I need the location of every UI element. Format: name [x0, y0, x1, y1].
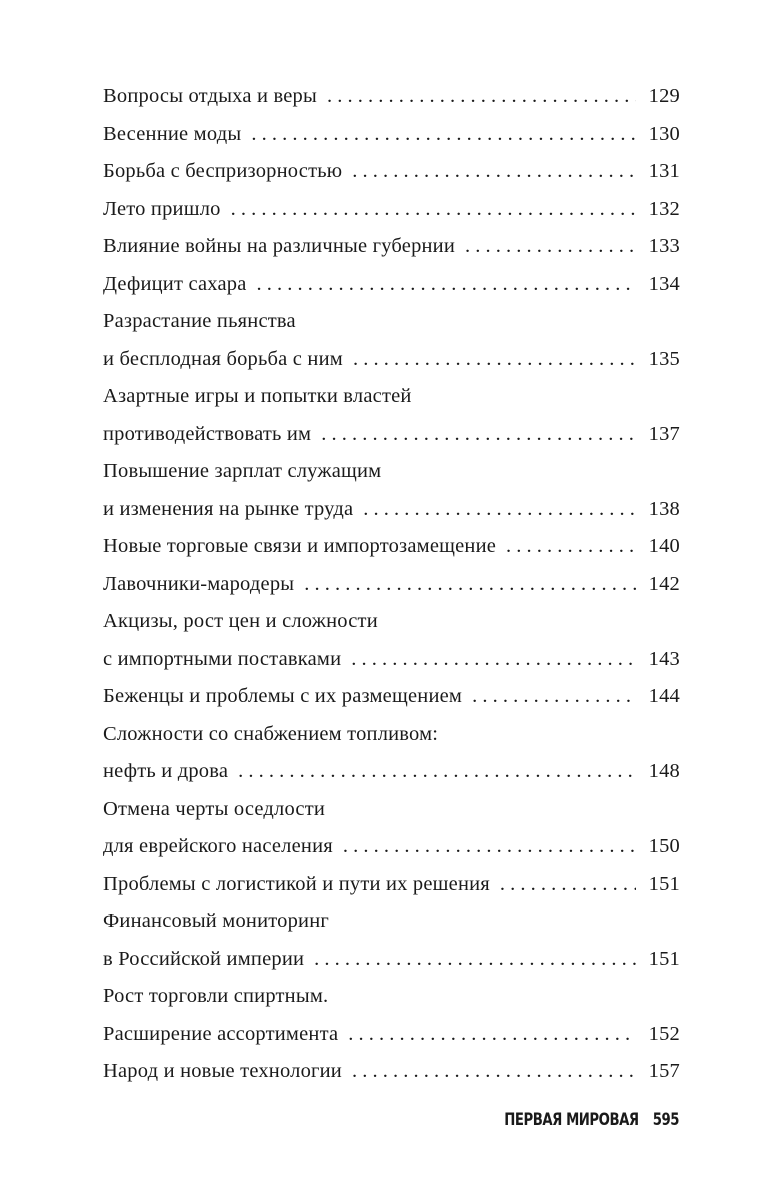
toc-entry — [103, 603, 680, 678]
toc-entry-title: и бесплодная борьба с ним — [103, 347, 343, 370]
toc-entry-title: Рост торговли спиртным. — [103, 985, 329, 1007]
toc-entry-title: Азартные игры и попытки властей — [103, 385, 412, 407]
toc-entry-title: Влияние войны на различные губернии — [103, 235, 456, 257]
toc-entry — [103, 903, 680, 978]
toc-line — [103, 866, 680, 904]
toc-entry — [103, 566, 680, 604]
dot-leader — [321, 416, 636, 454]
toc-line — [103, 641, 680, 679]
toc-line — [103, 491, 680, 529]
dot-leader — [238, 753, 636, 791]
dot-leader — [352, 1053, 636, 1091]
toc-page-number: 144 — [648, 685, 680, 707]
toc-page-number: 135 — [648, 347, 680, 370]
toc-entry — [103, 678, 680, 716]
toc-line — [103, 678, 680, 716]
toc-entry — [103, 78, 680, 116]
toc-page-number: 150 — [648, 835, 680, 857]
dot-leader — [465, 228, 636, 266]
toc-entry — [103, 866, 680, 904]
toc-page-number: 130 — [648, 122, 680, 145]
dot-leader — [327, 78, 636, 116]
toc-entry-title: Народ и новые технологии — [103, 1060, 342, 1082]
toc-entry-title: для еврейского населения — [103, 835, 333, 857]
toc-line — [103, 753, 680, 791]
toc-line — [103, 791, 680, 829]
toc-line — [103, 716, 680, 754]
toc-entry-title: Расширение ассортимента — [103, 1022, 339, 1045]
toc-entry — [103, 228, 680, 266]
toc-line — [103, 566, 680, 604]
dot-leader — [500, 866, 636, 904]
toc-page-number: 129 — [648, 85, 680, 107]
toc-entry-title: в Российской империи — [103, 947, 305, 970]
dot-leader — [363, 491, 636, 529]
dot-leader — [351, 641, 636, 679]
toc-line — [103, 528, 680, 566]
toc-line — [103, 828, 680, 866]
toc-entry-title: Беженцы и проблемы с их размещением — [103, 685, 463, 707]
toc-entry — [103, 153, 680, 191]
toc-line — [103, 378, 680, 416]
dot-leader — [352, 153, 636, 191]
toc-page-number: 152 — [648, 1022, 680, 1045]
dot-leader — [506, 528, 636, 566]
dot-leader — [257, 266, 636, 304]
toc-page-number: 142 — [648, 572, 680, 595]
toc-entry — [103, 378, 680, 453]
toc-entry-title: Дефицит сахара — [103, 272, 247, 295]
dot-leader — [472, 678, 636, 716]
toc-entry-title: нефть и дрова — [103, 760, 229, 782]
toc-line — [103, 941, 680, 979]
dot-leader — [343, 828, 636, 866]
toc-line — [103, 228, 680, 266]
toc-line — [103, 153, 680, 191]
dot-leader — [251, 116, 636, 154]
toc-entry-title: Лето пришло — [103, 197, 221, 220]
page-number: 595 — [652, 1110, 679, 1130]
toc-entry-title: Проблемы с логистикой и пути их решения — [103, 872, 490, 895]
running-footer — [504, 1110, 679, 1130]
toc-entry-title: Новые торговые связи и импортозамещение — [103, 535, 497, 557]
toc-entry-title: Весенние моды — [103, 122, 242, 145]
toc-line — [103, 903, 680, 941]
toc-page-number: 138 — [648, 497, 680, 520]
toc-entry-title: с импортными поставками — [103, 647, 342, 670]
toc-entry-title: и изменения на рынке труда — [103, 497, 354, 520]
table-of-contents — [103, 78, 680, 1091]
toc-page-number: 148 — [648, 760, 680, 782]
toc-line — [103, 78, 680, 116]
toc-entry-title: Разрастание пьянства — [103, 310, 296, 332]
dot-leader — [353, 341, 636, 379]
toc-entry — [103, 978, 680, 1053]
dot-leader — [304, 566, 636, 604]
toc-entry — [103, 1053, 680, 1091]
toc-entry — [103, 716, 680, 791]
toc-entry-title: Борьба с беспризорностью — [103, 160, 343, 182]
toc-line — [103, 1053, 680, 1091]
toc-entry — [103, 266, 680, 304]
toc-entry-title: Повышение зарплат служащим — [103, 460, 382, 482]
toc-page-number: 151 — [648, 947, 680, 970]
toc-line — [103, 453, 680, 491]
toc-entry — [103, 791, 680, 866]
dot-leader — [348, 1016, 636, 1054]
toc-line — [103, 341, 680, 379]
toc-entry-title: Отмена черты оседлости — [103, 797, 326, 820]
toc-entry-title: Лавочники-мародеры — [103, 572, 295, 595]
toc-entry-title: Сложности со снабжением топливом: — [103, 722, 439, 745]
toc-page-number: 140 — [648, 535, 680, 557]
toc-line — [103, 266, 680, 304]
toc-page-number: 137 — [648, 422, 680, 445]
book-title: ПЕРВАЯ МИРОВАЯ — [504, 1110, 639, 1130]
toc-line — [103, 191, 680, 229]
toc-line — [103, 603, 680, 641]
toc-line — [103, 303, 680, 341]
dot-leader — [231, 191, 636, 229]
toc-page-number: 133 — [648, 235, 680, 257]
toc-line — [103, 978, 680, 1016]
toc-page-number: 132 — [648, 197, 680, 220]
toc-line — [103, 1016, 680, 1054]
toc-page-number: 157 — [648, 1060, 680, 1082]
toc-entry — [103, 528, 680, 566]
toc-page-number: 143 — [648, 647, 680, 670]
toc-page-number: 131 — [648, 160, 680, 182]
dot-leader — [314, 941, 636, 979]
toc-entry-title: Акцизы, рост цен и сложности — [103, 610, 378, 632]
toc-entry — [103, 303, 680, 378]
toc-line — [103, 116, 680, 154]
toc-entry — [103, 191, 680, 229]
toc-page-number: 134 — [648, 272, 680, 295]
toc-entry-title: Финансовый мониторинг — [103, 910, 330, 932]
toc-page-number: 151 — [648, 872, 680, 895]
toc-entry — [103, 116, 680, 154]
toc-line — [103, 416, 680, 454]
toc-entry-title: Вопросы отдыха и веры — [103, 85, 317, 107]
toc-entry-title: противодействовать им — [103, 422, 312, 445]
toc-entry — [103, 453, 680, 528]
